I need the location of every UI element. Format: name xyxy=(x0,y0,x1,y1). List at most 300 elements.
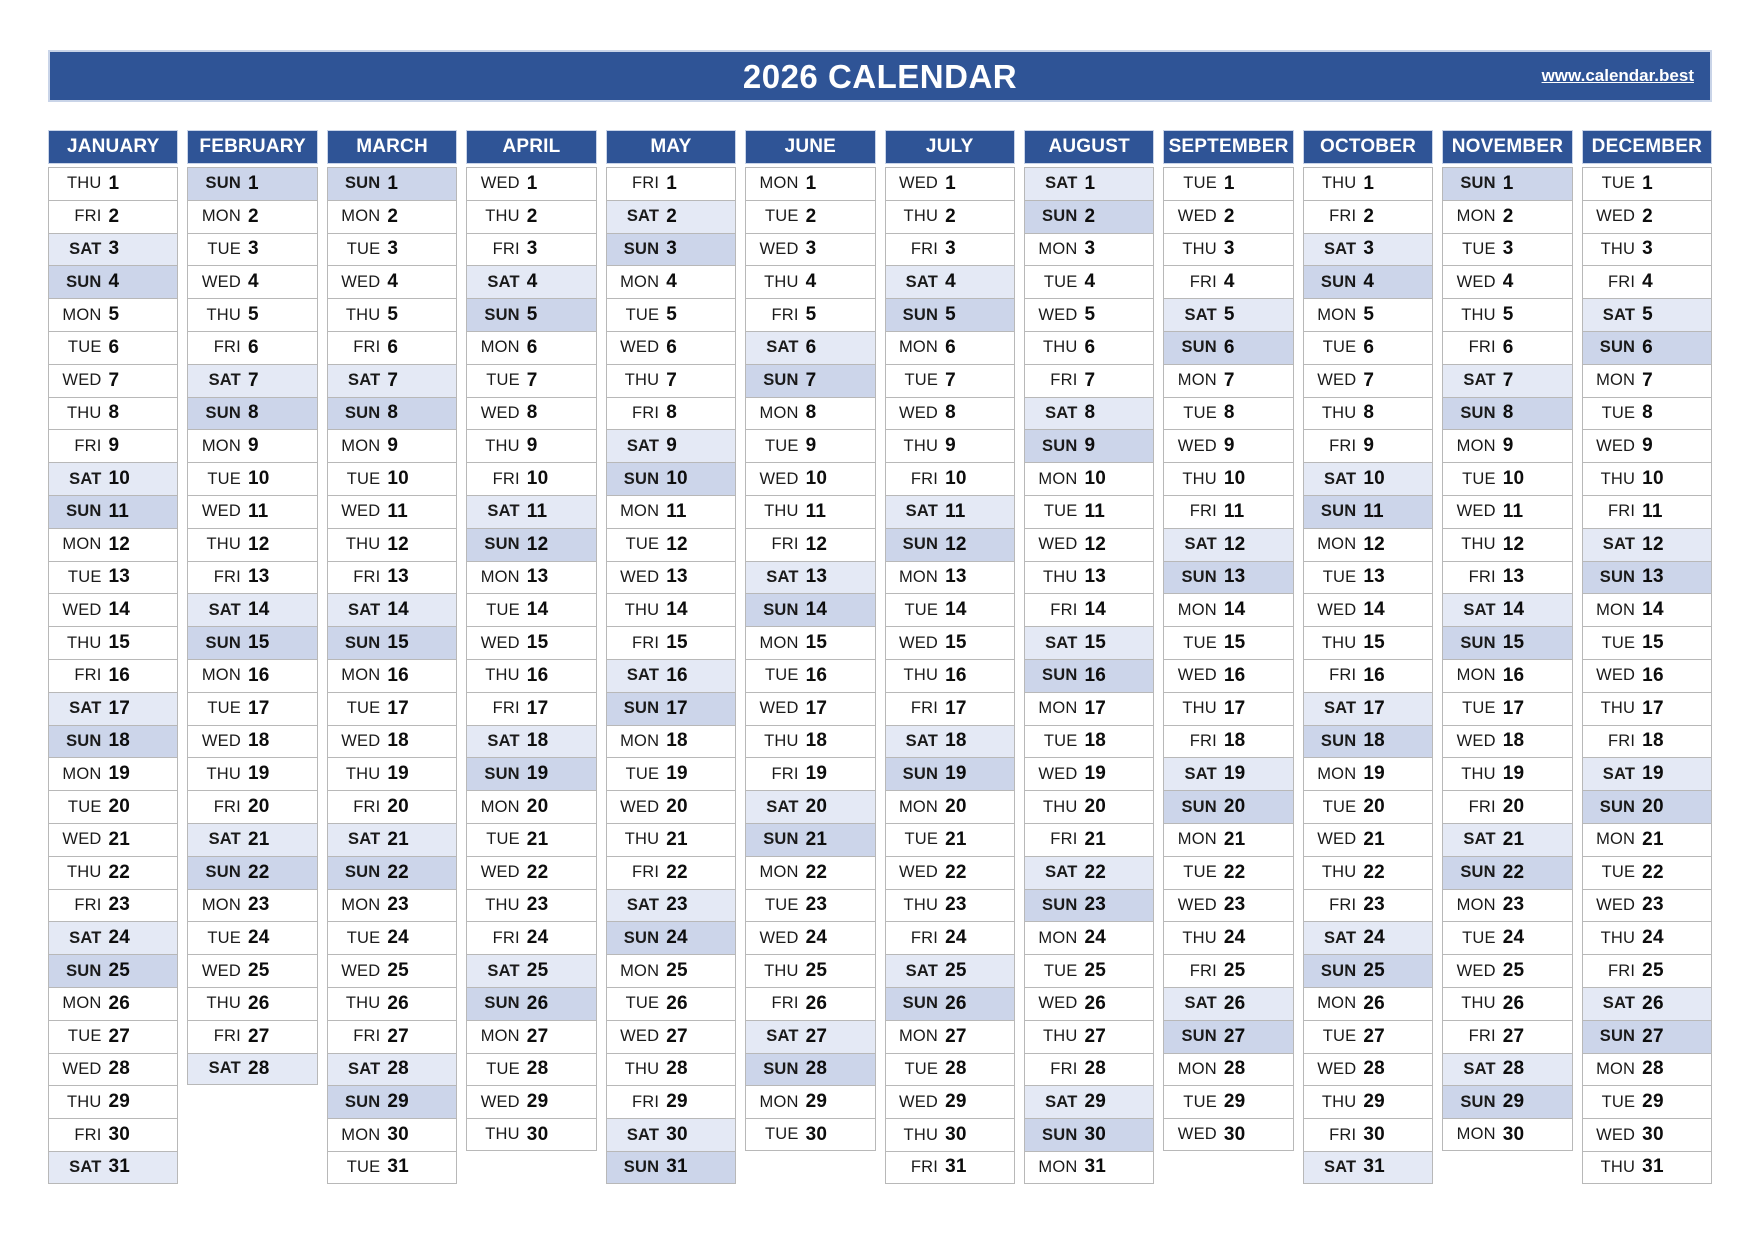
day-row[interactable] xyxy=(1303,1151,1433,1184)
day-row[interactable] xyxy=(606,364,736,397)
day-row[interactable] xyxy=(745,397,875,430)
day-row[interactable] xyxy=(1163,233,1293,266)
day-row[interactable] xyxy=(48,495,178,528)
day-row[interactable] xyxy=(327,528,457,561)
day-row[interactable] xyxy=(466,790,596,823)
day-row[interactable] xyxy=(48,659,178,692)
day-row[interactable] xyxy=(1303,1085,1433,1118)
day-row[interactable] xyxy=(1303,790,1433,823)
day-row[interactable] xyxy=(48,331,178,364)
day-row[interactable] xyxy=(466,233,596,266)
day-row[interactable] xyxy=(1163,298,1293,331)
day-row[interactable] xyxy=(327,265,457,298)
day-row[interactable] xyxy=(885,757,1015,790)
day-row[interactable] xyxy=(1024,200,1154,233)
day-row[interactable] xyxy=(885,561,1015,594)
day-row[interactable] xyxy=(1582,757,1712,790)
day-row[interactable] xyxy=(606,987,736,1020)
day-row[interactable] xyxy=(1442,1020,1572,1053)
day-row[interactable] xyxy=(327,561,457,594)
day-row[interactable] xyxy=(1163,725,1293,758)
day-row[interactable] xyxy=(1442,265,1572,298)
day-row[interactable] xyxy=(1163,1053,1293,1086)
day-row[interactable] xyxy=(885,659,1015,692)
day-row[interactable] xyxy=(1303,1118,1433,1151)
day-row[interactable] xyxy=(1442,954,1572,987)
day-row[interactable] xyxy=(745,593,875,626)
day-row[interactable] xyxy=(1303,889,1433,922)
day-row[interactable] xyxy=(48,462,178,495)
day-row[interactable] xyxy=(187,561,317,594)
day-row[interactable] xyxy=(187,462,317,495)
day-row[interactable] xyxy=(1163,1118,1293,1151)
day-row[interactable] xyxy=(48,397,178,430)
day-row[interactable] xyxy=(1024,757,1154,790)
day-row[interactable] xyxy=(1163,397,1293,430)
day-row[interactable] xyxy=(1303,462,1433,495)
day-row[interactable] xyxy=(48,626,178,659)
day-row[interactable] xyxy=(1163,1020,1293,1053)
day-row[interactable] xyxy=(885,462,1015,495)
day-row[interactable] xyxy=(745,298,875,331)
day-row[interactable] xyxy=(187,364,317,397)
day-row[interactable] xyxy=(327,692,457,725)
day-row[interactable] xyxy=(327,921,457,954)
day-row[interactable] xyxy=(48,1053,178,1086)
month-header[interactable]: OCTOBER xyxy=(1303,130,1433,164)
day-row[interactable] xyxy=(1024,856,1154,889)
day-row[interactable] xyxy=(187,889,317,922)
day-row[interactable] xyxy=(1442,593,1572,626)
day-row[interactable] xyxy=(1582,593,1712,626)
day-row[interactable] xyxy=(187,397,317,430)
day-row[interactable] xyxy=(1163,889,1293,922)
day-row[interactable] xyxy=(885,1020,1015,1053)
month-header[interactable]: JULY xyxy=(885,130,1015,164)
day-row[interactable] xyxy=(1442,298,1572,331)
day-row[interactable] xyxy=(1303,200,1433,233)
day-row[interactable] xyxy=(466,364,596,397)
day-row[interactable] xyxy=(327,987,457,1020)
day-row[interactable] xyxy=(48,298,178,331)
day-row[interactable] xyxy=(1442,987,1572,1020)
month-header[interactable]: SEPTEMBER xyxy=(1163,130,1293,164)
day-row[interactable] xyxy=(745,692,875,725)
day-row[interactable] xyxy=(606,790,736,823)
day-row[interactable] xyxy=(1442,725,1572,758)
day-row[interactable] xyxy=(466,954,596,987)
day-row[interactable] xyxy=(327,1020,457,1053)
day-row[interactable] xyxy=(1442,1053,1572,1086)
day-row[interactable] xyxy=(327,659,457,692)
day-row[interactable] xyxy=(1024,954,1154,987)
day-row[interactable] xyxy=(606,331,736,364)
day-row[interactable] xyxy=(885,331,1015,364)
day-row[interactable] xyxy=(745,265,875,298)
day-row[interactable] xyxy=(48,856,178,889)
day-row[interactable] xyxy=(1442,200,1572,233)
day-row[interactable] xyxy=(48,364,178,397)
day-row[interactable] xyxy=(1582,1118,1712,1151)
day-row[interactable] xyxy=(1024,462,1154,495)
day-row[interactable] xyxy=(1163,987,1293,1020)
day-row[interactable] xyxy=(1582,397,1712,430)
day-row[interactable] xyxy=(48,1118,178,1151)
day-row[interactable] xyxy=(466,200,596,233)
day-row[interactable] xyxy=(1024,790,1154,823)
day-row[interactable] xyxy=(48,1020,178,1053)
day-row[interactable] xyxy=(885,397,1015,430)
day-row[interactable] xyxy=(606,429,736,462)
day-row[interactable] xyxy=(1163,593,1293,626)
day-row[interactable] xyxy=(1582,692,1712,725)
day-row[interactable] xyxy=(606,167,736,200)
day-row[interactable] xyxy=(466,265,596,298)
day-row[interactable] xyxy=(1582,233,1712,266)
day-row[interactable] xyxy=(48,1085,178,1118)
day-row[interactable] xyxy=(1024,429,1154,462)
day-row[interactable] xyxy=(48,823,178,856)
day-row[interactable] xyxy=(1582,331,1712,364)
day-row[interactable] xyxy=(885,626,1015,659)
day-row[interactable] xyxy=(1442,364,1572,397)
month-header[interactable]: APRIL xyxy=(466,130,596,164)
day-row[interactable] xyxy=(745,987,875,1020)
day-row[interactable] xyxy=(606,823,736,856)
day-row[interactable] xyxy=(606,593,736,626)
day-row[interactable] xyxy=(187,921,317,954)
day-row[interactable] xyxy=(1024,561,1154,594)
day-row[interactable] xyxy=(745,1085,875,1118)
day-row[interactable] xyxy=(885,528,1015,561)
day-row[interactable] xyxy=(1163,331,1293,364)
day-row[interactable] xyxy=(745,167,875,200)
day-row[interactable] xyxy=(1163,561,1293,594)
day-row[interactable] xyxy=(1024,692,1154,725)
day-row[interactable] xyxy=(466,331,596,364)
day-row[interactable] xyxy=(606,397,736,430)
day-row[interactable] xyxy=(885,593,1015,626)
day-row[interactable] xyxy=(1582,954,1712,987)
day-row[interactable] xyxy=(1024,593,1154,626)
month-header[interactable]: FEBRUARY xyxy=(187,130,317,164)
day-row[interactable] xyxy=(187,757,317,790)
day-row[interactable] xyxy=(48,593,178,626)
day-row[interactable] xyxy=(745,790,875,823)
day-row[interactable] xyxy=(1582,495,1712,528)
day-row[interactable] xyxy=(1303,561,1433,594)
day-row[interactable] xyxy=(327,200,457,233)
day-row[interactable] xyxy=(1024,823,1154,856)
day-row[interactable] xyxy=(466,561,596,594)
day-row[interactable] xyxy=(606,692,736,725)
month-header[interactable]: DECEMBER xyxy=(1582,130,1712,164)
day-row[interactable] xyxy=(1582,1085,1712,1118)
day-row[interactable] xyxy=(745,757,875,790)
day-row[interactable] xyxy=(1163,856,1293,889)
day-row[interactable] xyxy=(48,692,178,725)
day-row[interactable] xyxy=(1303,1020,1433,1053)
day-row[interactable] xyxy=(48,725,178,758)
day-row[interactable] xyxy=(1442,429,1572,462)
day-row[interactable] xyxy=(187,200,317,233)
day-row[interactable] xyxy=(48,233,178,266)
day-row[interactable] xyxy=(1303,987,1433,1020)
day-row[interactable] xyxy=(327,790,457,823)
day-row[interactable] xyxy=(48,790,178,823)
day-row[interactable] xyxy=(48,528,178,561)
day-row[interactable] xyxy=(48,1151,178,1184)
day-row[interactable] xyxy=(1303,692,1433,725)
day-row[interactable] xyxy=(1024,495,1154,528)
day-row[interactable] xyxy=(187,265,317,298)
day-row[interactable] xyxy=(187,167,317,200)
day-row[interactable] xyxy=(885,1151,1015,1184)
day-row[interactable] xyxy=(187,1020,317,1053)
day-row[interactable] xyxy=(1582,626,1712,659)
day-row[interactable] xyxy=(187,987,317,1020)
day-row[interactable] xyxy=(1163,626,1293,659)
day-row[interactable] xyxy=(745,331,875,364)
day-row[interactable] xyxy=(187,528,317,561)
day-row[interactable] xyxy=(1303,659,1433,692)
day-row[interactable] xyxy=(1163,167,1293,200)
day-row[interactable] xyxy=(885,790,1015,823)
day-row[interactable] xyxy=(885,233,1015,266)
day-row[interactable] xyxy=(1303,298,1433,331)
day-row[interactable] xyxy=(606,298,736,331)
day-row[interactable] xyxy=(1442,692,1572,725)
day-row[interactable] xyxy=(606,1118,736,1151)
day-row[interactable] xyxy=(466,987,596,1020)
day-row[interactable] xyxy=(327,593,457,626)
day-row[interactable] xyxy=(1582,1053,1712,1086)
day-row[interactable] xyxy=(1582,1151,1712,1184)
day-row[interactable] xyxy=(1303,954,1433,987)
day-row[interactable] xyxy=(885,889,1015,922)
day-row[interactable] xyxy=(606,659,736,692)
day-row[interactable] xyxy=(327,1053,457,1086)
day-row[interactable] xyxy=(1024,397,1154,430)
day-row[interactable] xyxy=(1163,528,1293,561)
day-row[interactable] xyxy=(1582,856,1712,889)
day-row[interactable] xyxy=(187,331,317,364)
day-row[interactable] xyxy=(48,200,178,233)
day-row[interactable] xyxy=(745,462,875,495)
day-row[interactable] xyxy=(885,1118,1015,1151)
day-row[interactable] xyxy=(1163,790,1293,823)
day-row[interactable] xyxy=(48,757,178,790)
day-row[interactable] xyxy=(187,725,317,758)
day-row[interactable] xyxy=(327,626,457,659)
day-row[interactable] xyxy=(885,298,1015,331)
day-row[interactable] xyxy=(466,1118,596,1151)
day-row[interactable] xyxy=(1024,1020,1154,1053)
day-row[interactable] xyxy=(187,298,317,331)
day-row[interactable] xyxy=(606,495,736,528)
day-row[interactable] xyxy=(187,429,317,462)
day-row[interactable] xyxy=(1582,200,1712,233)
day-row[interactable] xyxy=(1442,561,1572,594)
day-row[interactable] xyxy=(48,429,178,462)
month-header[interactable]: NOVEMBER xyxy=(1442,130,1572,164)
day-row[interactable] xyxy=(885,200,1015,233)
day-row[interactable] xyxy=(466,725,596,758)
day-row[interactable] xyxy=(745,823,875,856)
day-row[interactable] xyxy=(1582,790,1712,823)
day-row[interactable] xyxy=(745,1020,875,1053)
day-row[interactable] xyxy=(48,921,178,954)
day-row[interactable] xyxy=(1582,429,1712,462)
day-row[interactable] xyxy=(1442,167,1572,200)
month-header[interactable]: JUNE xyxy=(745,130,875,164)
day-row[interactable] xyxy=(466,921,596,954)
day-row[interactable] xyxy=(1582,364,1712,397)
day-row[interactable] xyxy=(745,233,875,266)
day-row[interactable] xyxy=(606,921,736,954)
day-row[interactable] xyxy=(466,167,596,200)
day-row[interactable] xyxy=(745,626,875,659)
day-row[interactable] xyxy=(466,659,596,692)
day-row[interactable] xyxy=(48,987,178,1020)
day-row[interactable] xyxy=(1303,626,1433,659)
day-row[interactable] xyxy=(1582,561,1712,594)
day-row[interactable] xyxy=(1582,921,1712,954)
day-row[interactable] xyxy=(1024,626,1154,659)
day-row[interactable] xyxy=(187,626,317,659)
day-row[interactable] xyxy=(745,921,875,954)
day-row[interactable] xyxy=(1163,954,1293,987)
day-row[interactable] xyxy=(885,495,1015,528)
day-row[interactable] xyxy=(885,1085,1015,1118)
day-row[interactable] xyxy=(606,889,736,922)
day-row[interactable] xyxy=(1163,659,1293,692)
day-row[interactable] xyxy=(1303,757,1433,790)
day-row[interactable] xyxy=(1303,397,1433,430)
day-row[interactable] xyxy=(1303,331,1433,364)
day-row[interactable] xyxy=(745,528,875,561)
day-row[interactable] xyxy=(1442,823,1572,856)
day-row[interactable] xyxy=(466,298,596,331)
day-row[interactable] xyxy=(327,364,457,397)
day-row[interactable] xyxy=(885,987,1015,1020)
day-row[interactable] xyxy=(606,233,736,266)
day-row[interactable] xyxy=(745,1118,875,1151)
day-row[interactable] xyxy=(1303,921,1433,954)
day-row[interactable] xyxy=(606,1020,736,1053)
day-row[interactable] xyxy=(1582,1020,1712,1053)
day-row[interactable] xyxy=(1582,298,1712,331)
day-row[interactable] xyxy=(187,659,317,692)
day-row[interactable] xyxy=(327,954,457,987)
day-row[interactable] xyxy=(327,1151,457,1184)
day-row[interactable] xyxy=(1303,856,1433,889)
day-row[interactable] xyxy=(745,364,875,397)
day-row[interactable] xyxy=(1442,626,1572,659)
day-row[interactable] xyxy=(1303,823,1433,856)
day-row[interactable] xyxy=(745,889,875,922)
day-row[interactable] xyxy=(606,200,736,233)
day-row[interactable] xyxy=(606,462,736,495)
day-row[interactable] xyxy=(1303,593,1433,626)
day-row[interactable] xyxy=(606,1151,736,1184)
day-row[interactable] xyxy=(885,364,1015,397)
day-row[interactable] xyxy=(1442,331,1572,364)
day-row[interactable] xyxy=(1163,364,1293,397)
day-row[interactable] xyxy=(48,954,178,987)
day-row[interactable] xyxy=(1442,757,1572,790)
day-row[interactable] xyxy=(48,889,178,922)
day-row[interactable] xyxy=(885,921,1015,954)
day-row[interactable] xyxy=(1163,265,1293,298)
day-row[interactable] xyxy=(1024,1085,1154,1118)
day-row[interactable] xyxy=(327,856,457,889)
month-header[interactable]: JANUARY xyxy=(48,130,178,164)
day-row[interactable] xyxy=(466,856,596,889)
day-row[interactable] xyxy=(187,233,317,266)
day-row[interactable] xyxy=(327,397,457,430)
day-row[interactable] xyxy=(745,856,875,889)
day-row[interactable] xyxy=(1582,528,1712,561)
day-row[interactable] xyxy=(1582,265,1712,298)
day-row[interactable] xyxy=(187,593,317,626)
day-row[interactable] xyxy=(1024,364,1154,397)
day-row[interactable] xyxy=(606,265,736,298)
day-row[interactable] xyxy=(327,757,457,790)
day-row[interactable] xyxy=(466,429,596,462)
day-row[interactable] xyxy=(1442,495,1572,528)
day-row[interactable] xyxy=(1024,233,1154,266)
day-row[interactable] xyxy=(1303,233,1433,266)
day-row[interactable] xyxy=(1024,659,1154,692)
day-row[interactable] xyxy=(187,954,317,987)
day-row[interactable] xyxy=(885,725,1015,758)
day-row[interactable] xyxy=(1163,200,1293,233)
day-row[interactable] xyxy=(606,561,736,594)
day-row[interactable] xyxy=(1163,429,1293,462)
day-row[interactable] xyxy=(745,659,875,692)
day-row[interactable] xyxy=(1582,725,1712,758)
day-row[interactable] xyxy=(885,823,1015,856)
day-row[interactable] xyxy=(466,593,596,626)
day-row[interactable] xyxy=(745,725,875,758)
day-row[interactable] xyxy=(1582,889,1712,922)
day-row[interactable] xyxy=(327,725,457,758)
day-row[interactable] xyxy=(48,265,178,298)
day-row[interactable] xyxy=(466,823,596,856)
day-row[interactable] xyxy=(1024,1151,1154,1184)
day-row[interactable] xyxy=(1303,429,1433,462)
day-row[interactable] xyxy=(1442,856,1572,889)
day-row[interactable] xyxy=(1442,528,1572,561)
day-row[interactable] xyxy=(1442,462,1572,495)
day-row[interactable] xyxy=(1163,692,1293,725)
day-row[interactable] xyxy=(327,462,457,495)
day-row[interactable] xyxy=(1442,889,1572,922)
day-row[interactable] xyxy=(466,495,596,528)
day-row[interactable] xyxy=(1582,462,1712,495)
day-row[interactable] xyxy=(885,429,1015,462)
day-row[interactable] xyxy=(1442,397,1572,430)
day-row[interactable] xyxy=(1163,495,1293,528)
day-row[interactable] xyxy=(1303,265,1433,298)
day-row[interactable] xyxy=(745,1053,875,1086)
day-row[interactable] xyxy=(1024,725,1154,758)
day-row[interactable] xyxy=(466,462,596,495)
day-row[interactable] xyxy=(48,167,178,200)
day-row[interactable] xyxy=(885,692,1015,725)
day-row[interactable] xyxy=(466,1085,596,1118)
